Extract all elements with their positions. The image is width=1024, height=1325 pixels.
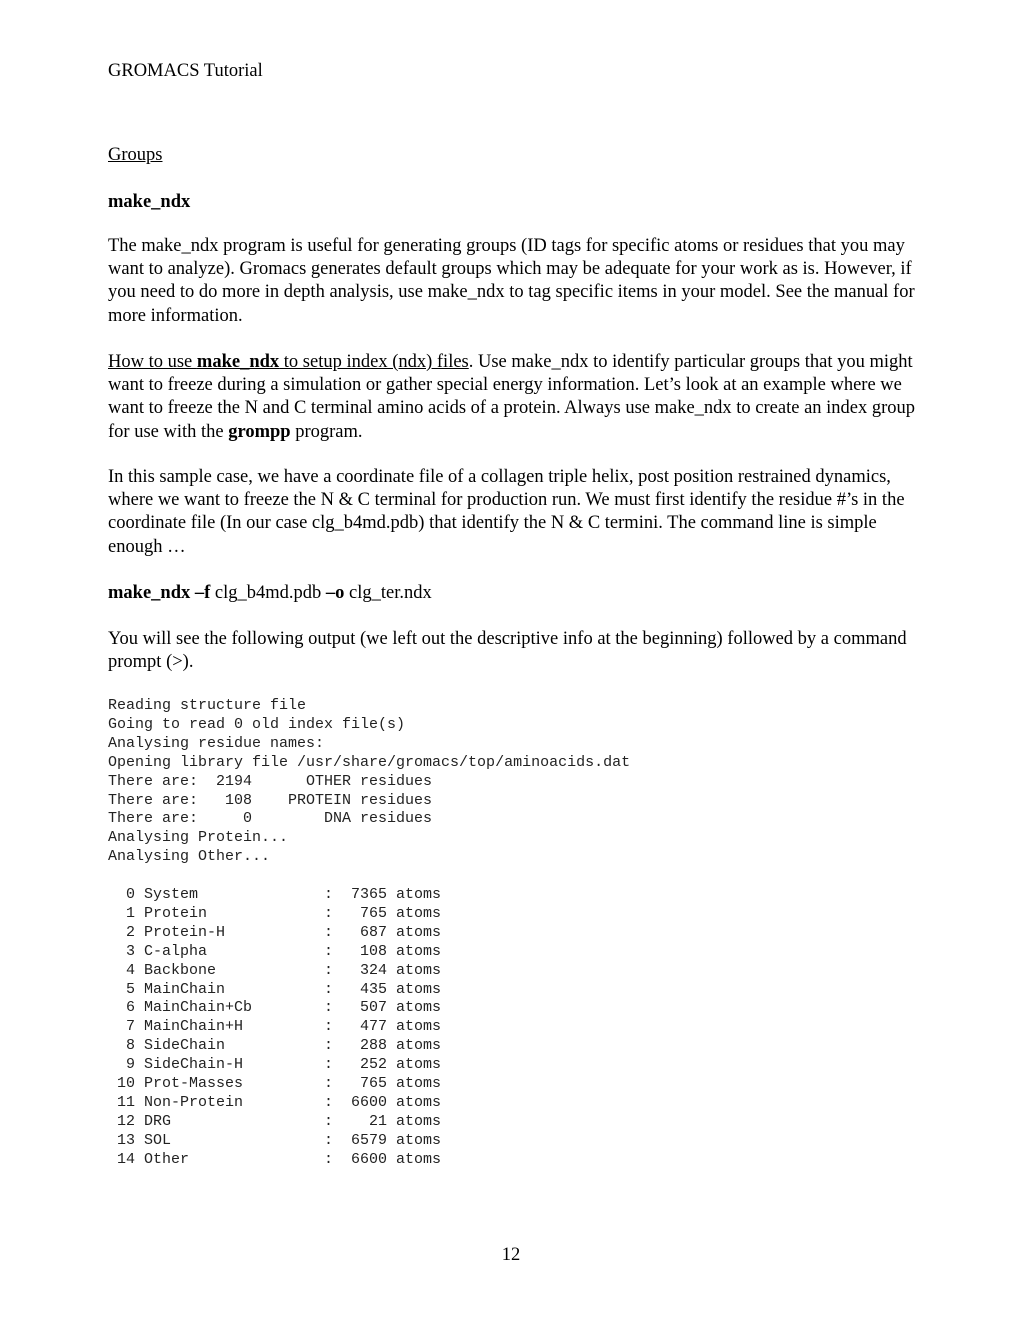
group-line: 13 SOL : 6579 atoms — [108, 1131, 442, 1149]
group-line: 9 SideChain-H : 252 atoms — [108, 1056, 442, 1074]
grompp-program-name: grompp — [228, 421, 291, 442]
output-line: Going to read 0 old index file(s) — [108, 715, 406, 733]
group-line: 14 Other : 6600 atoms — [108, 1150, 442, 1168]
output-line: Opening library file /usr/share/gromacs/top/aminoacids.dat — [108, 753, 631, 771]
output-line: There are: 0 DNA residues — [108, 810, 433, 828]
group-line: 8 SideChain : 288 atoms — [108, 1037, 442, 1055]
group-line: 6 MainChain+Cb : 507 atoms — [108, 999, 442, 1017]
group-line: 3 C-alpha : 108 atoms — [108, 942, 442, 960]
group-line: 10 Prot-Masses : 765 atoms — [108, 1075, 442, 1093]
command-name: make_ndx — [108, 583, 191, 603]
group-line: 0 System : 7365 atoms — [108, 886, 442, 903]
group-line: 5 MainChain : 435 atoms — [108, 980, 442, 998]
section-heading: Groups — [108, 145, 163, 165]
howto-heading — [108, 352, 469, 372]
group-line: 7 MainChain+H : 477 atoms — [108, 1018, 442, 1036]
flag-o: –o — [325, 583, 345, 603]
group-line: 2 Protein-H : 687 atoms — [108, 923, 442, 941]
output-file: clg_ter.ndx — [344, 583, 432, 603]
output-line: There are: 2194 OTHER residues — [108, 772, 433, 790]
group-listing — [108, 886, 441, 1170]
command-title: make_ndx — [108, 192, 191, 212]
output-line: Analysing Other... — [108, 848, 271, 866]
output-line: There are: 108 PROTEIN residues — [108, 791, 433, 809]
howto-heading-bold: make_ndx — [196, 352, 280, 372]
output-line: Reading structure file — [108, 697, 307, 714]
flag-f: –f — [190, 583, 211, 603]
output-intro-paragraph: You will see the following output (we left out the descriptive info at the beginning) followed by a command prompt (>). — [108, 629, 907, 673]
group-line: 12 DRG : 21 atoms — [108, 1112, 442, 1130]
group-line: 1 Protein : 765 atoms — [108, 904, 442, 922]
intro-paragraph: The make_ndx program is useful for generating groups (ID tags for specific atoms or residues that you may want to analyze). Gromacs generates default groups which may be adequate for your work as is. However, if you need to do more in depth analysis, use make_ndx to tag specific items in your model. See the manual for more information. — [108, 236, 915, 326]
command-line — [108, 582, 920, 605]
output-line: Analysing Protein... — [108, 829, 289, 847]
howto-heading-pre: How to use — [108, 352, 197, 372]
howto-body-end: program. — [290, 421, 363, 442]
group-line: 11 Non-Protein : 6600 atoms — [108, 1093, 442, 1111]
terminal-output — [108, 697, 630, 867]
output-line: Analysing residue names: — [108, 734, 325, 752]
howto-heading-post: to setup index (ndx) files — [279, 352, 469, 372]
group-line: 4 Backbone : 324 atoms — [108, 961, 442, 979]
howto-body: . Use make_ndx to identify particular groups that you might want to freeze during a simulation or gather special energy information. Let’s look at an example where we want to freeze the N and C terminal amino acids of a protein. Always use make_ndx to create an index group for use with the — [108, 352, 916, 442]
page-number: 12 — [501, 1245, 521, 1265]
sample-case-paragraph: In this sample case, we have a coordinate file of a collagen triple helix, post position restrained dynamics, where we want to freeze the N & C terminal for production run. We must first identify the residue #’s in the coordinate file (In our case clg_b4md.pdb) that identify the N & C termini. The command line is simple enough … — [108, 467, 905, 557]
input-file: clg_b4md.pdb — [210, 583, 326, 603]
running-header: GROMACS Tutorial — [108, 61, 263, 81]
howto-paragraph — [108, 351, 920, 444]
